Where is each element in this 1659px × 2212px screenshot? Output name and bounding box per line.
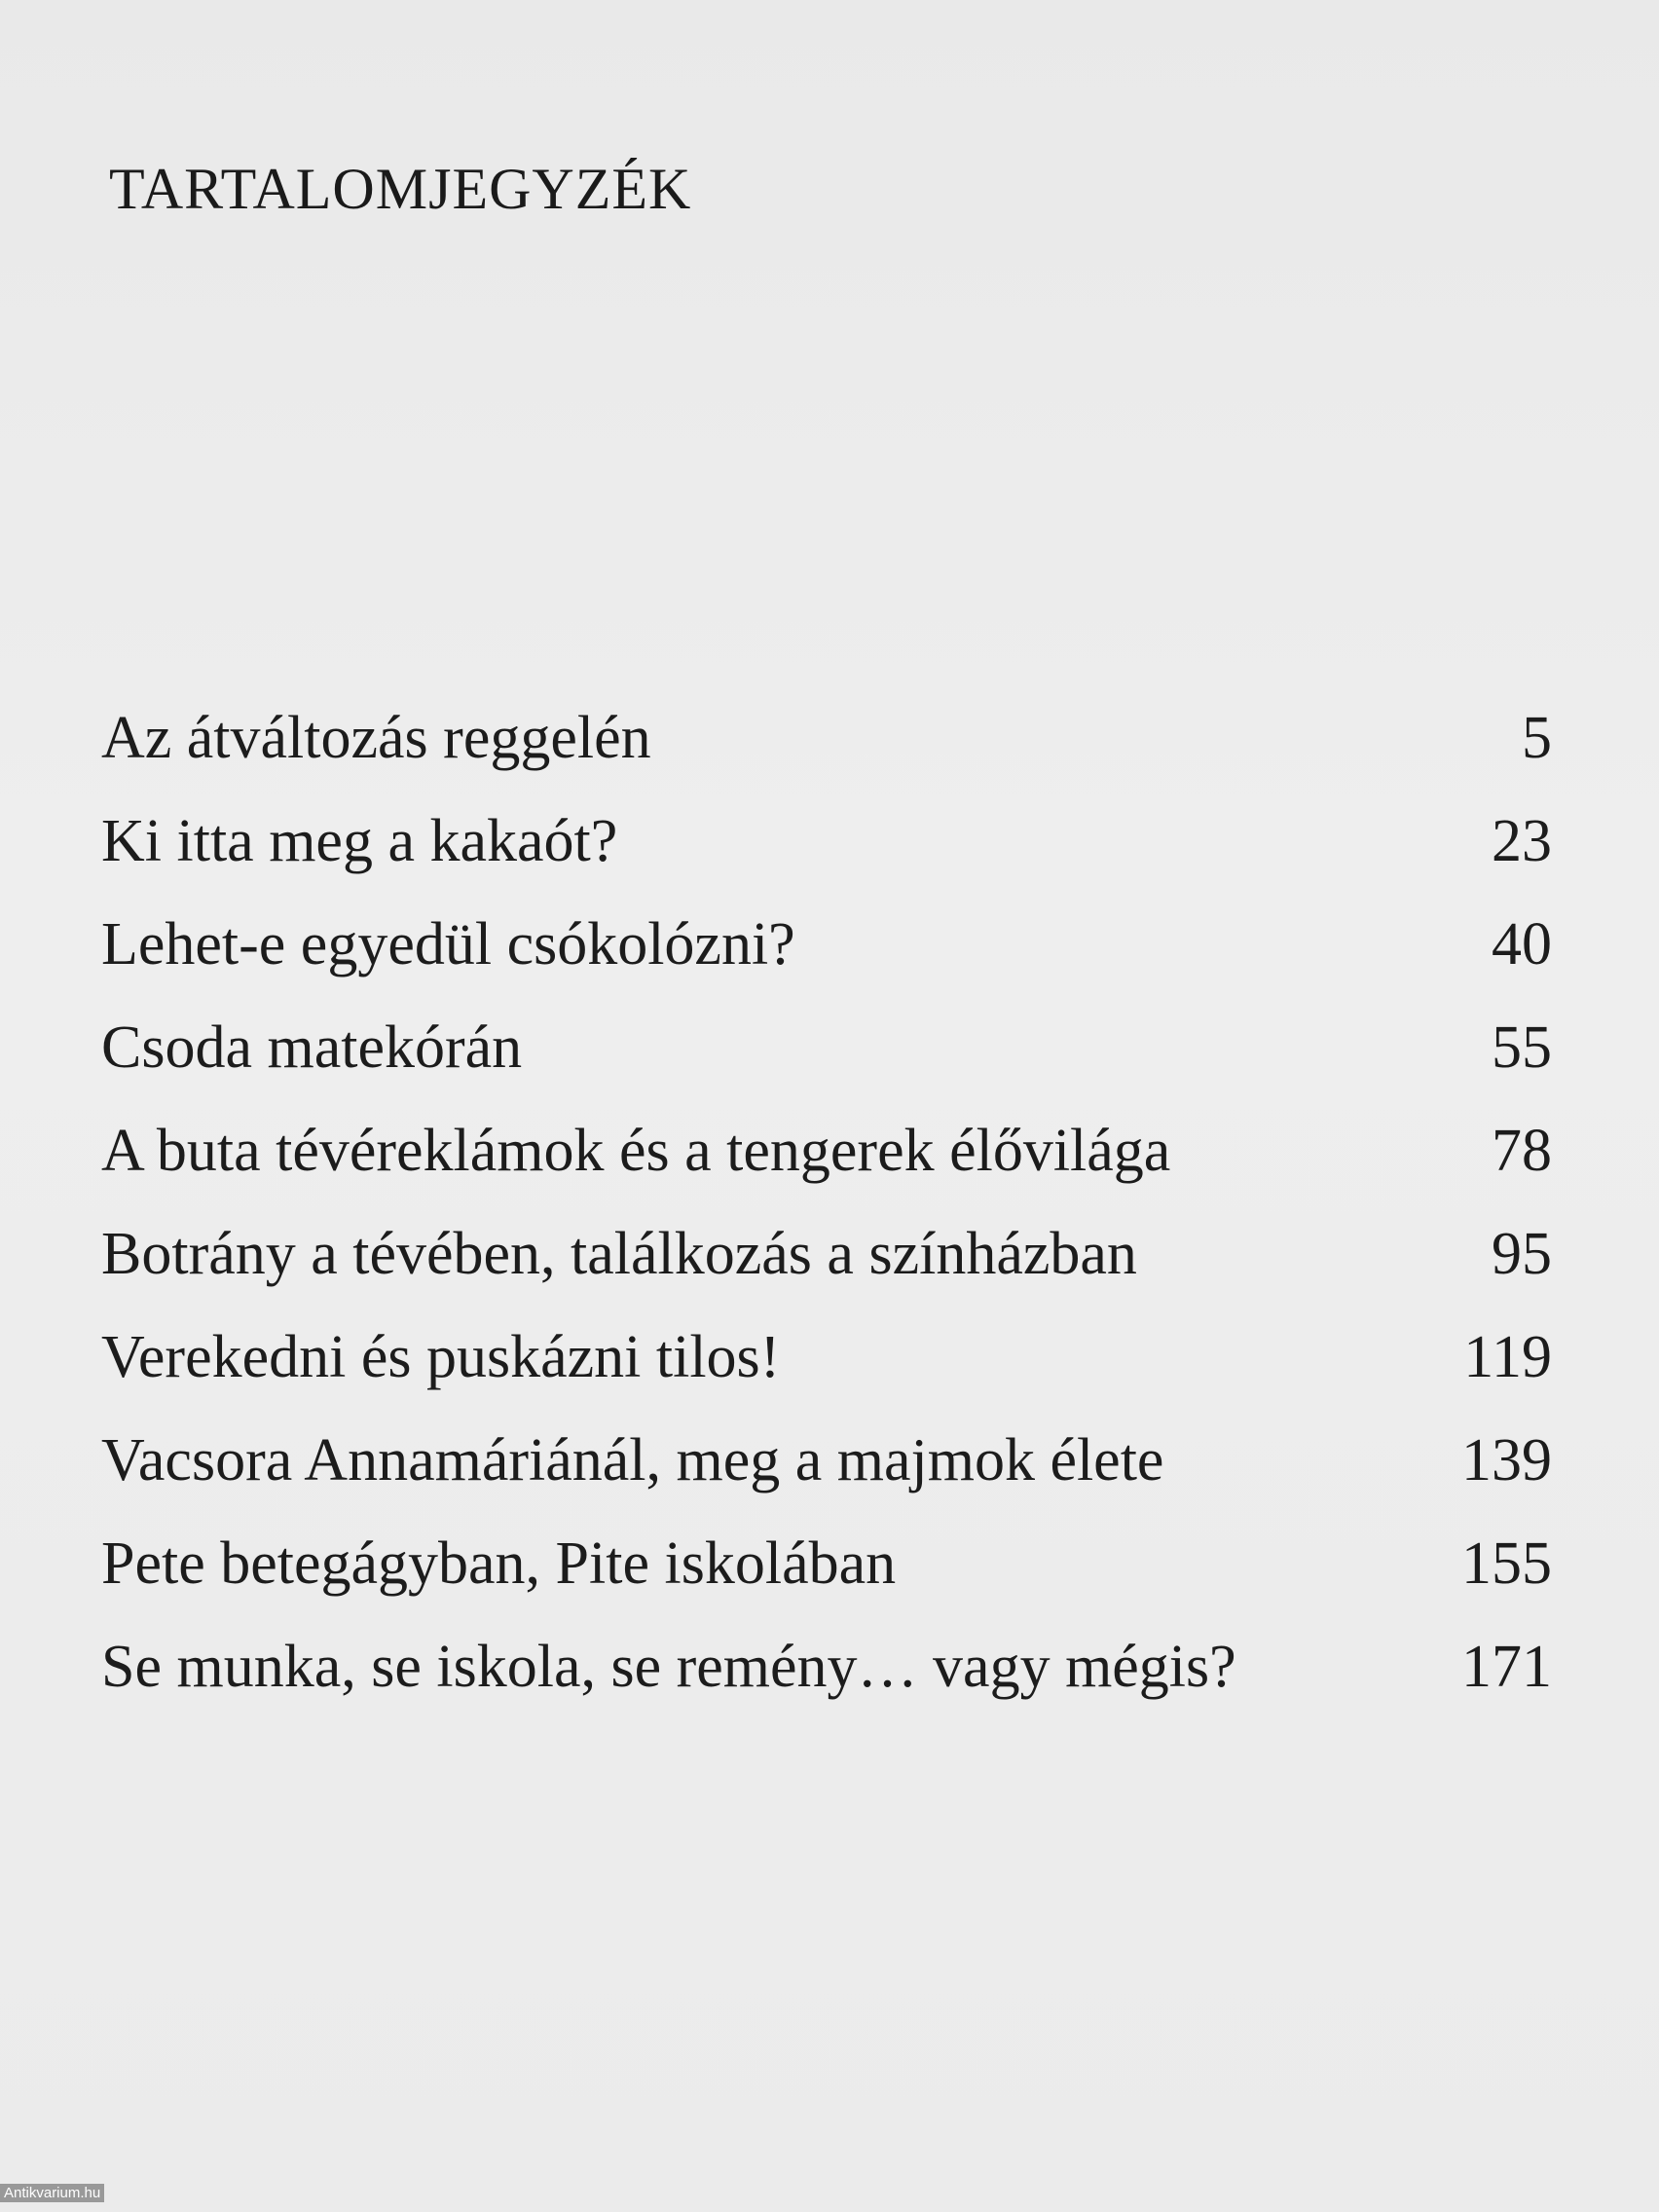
table-of-contents xyxy=(101,699,1552,1731)
toc-entry xyxy=(101,1421,1552,1525)
toc-entry xyxy=(101,1318,1552,1421)
toc-entry-title: Vacsora Annamáriánál, meg a majmok élete xyxy=(101,1427,1164,1493)
toc-entry xyxy=(101,699,1552,802)
toc-entry xyxy=(101,905,1552,1009)
toc-entry-page: 139 xyxy=(1461,1427,1552,1493)
toc-entry-title: Az átváltozás reggelén xyxy=(101,705,651,771)
toc-entry-title: Ki itta meg a kakaót? xyxy=(101,808,618,874)
toc-entry xyxy=(101,1215,1552,1318)
toc-entry-title: Verekedni és puskázni tilos! xyxy=(101,1324,781,1390)
toc-entry xyxy=(101,1525,1552,1628)
toc-entry xyxy=(101,1628,1552,1731)
toc-entry xyxy=(101,1009,1552,1112)
watermark: Antikvarium.hu xyxy=(0,2184,104,2202)
toc-entry-page: 95 xyxy=(1492,1221,1552,1287)
toc-entry-title: Se munka, se iskola, se remény… vagy mégis? xyxy=(101,1634,1236,1700)
toc-entry-title: Pete betegágyban, Pite iskolában xyxy=(101,1530,897,1597)
toc-entry-title: Lehet-e egyedül csókolózni? xyxy=(101,911,795,977)
toc-entry-page: 5 xyxy=(1522,705,1552,771)
toc-entry-page: 40 xyxy=(1492,911,1552,977)
toc-entry-page: 78 xyxy=(1492,1118,1552,1184)
toc-entry-title: Csoda matekórán xyxy=(101,1014,523,1081)
toc-entry-page: 23 xyxy=(1492,808,1552,874)
toc-entry-page: 55 xyxy=(1492,1014,1552,1081)
toc-entry-title: Botrány a tévében, találkozás a színházban xyxy=(101,1221,1137,1287)
page-title: TARTALOMJEGYZÉK xyxy=(109,157,692,221)
toc-entry-page: 155 xyxy=(1461,1530,1552,1597)
toc-entry xyxy=(101,802,1552,905)
toc-entry-page: 119 xyxy=(1463,1324,1552,1390)
toc-entry-title: A buta tévéreklámok és a tengerek élővilága xyxy=(101,1118,1171,1184)
toc-entry-page: 171 xyxy=(1461,1634,1552,1700)
toc-entry xyxy=(101,1112,1552,1215)
